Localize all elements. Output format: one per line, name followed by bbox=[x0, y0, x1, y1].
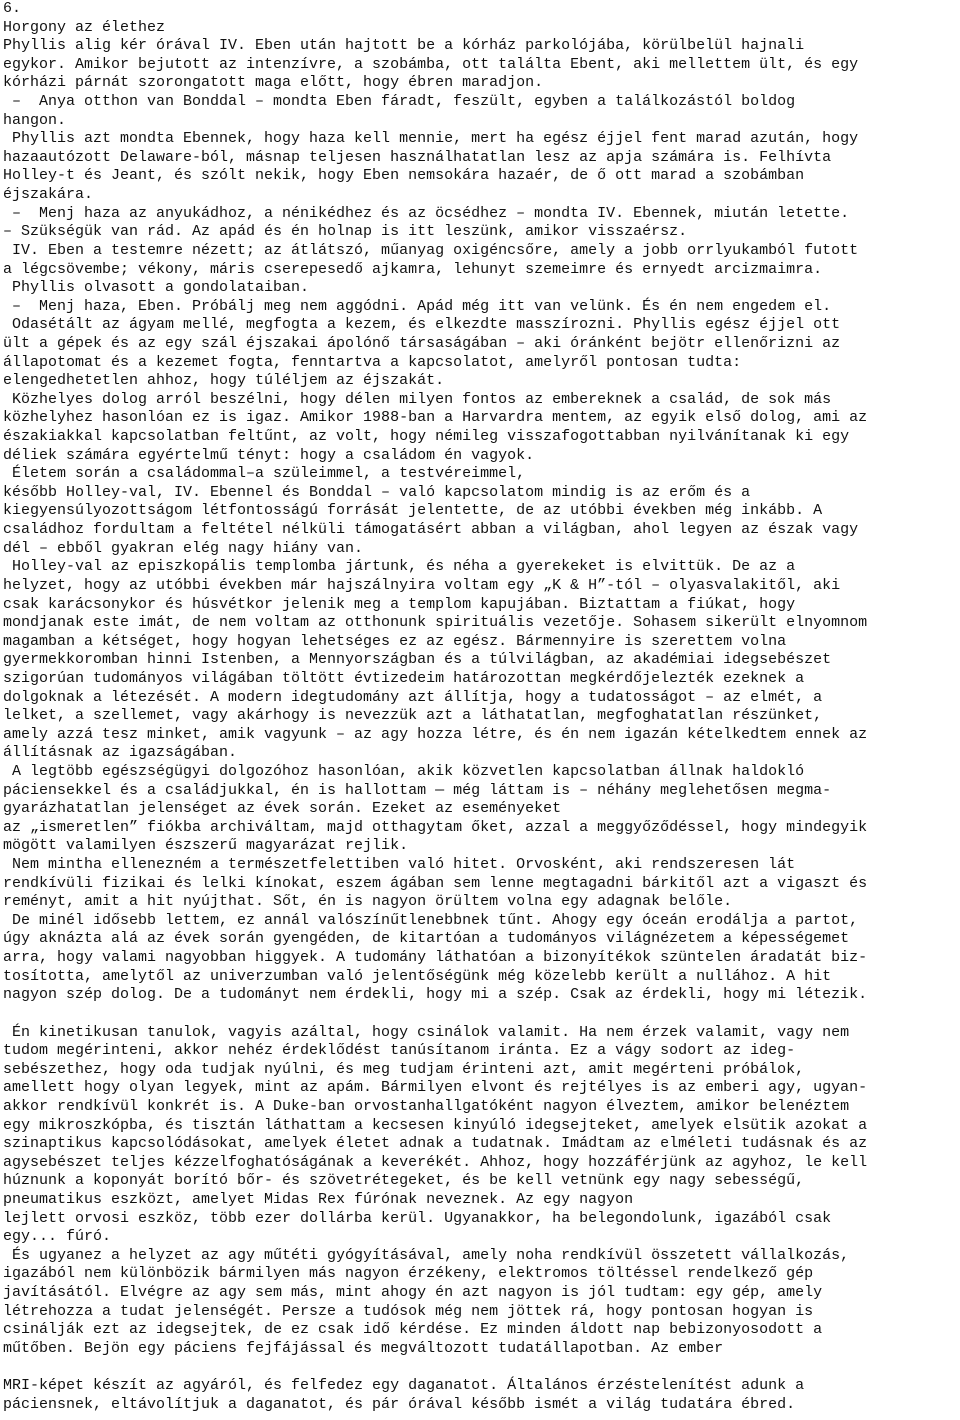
text-line: kórházi párnát szorongatott maga előtt, hogy ébren maradjon. bbox=[3, 74, 544, 92]
text-line: szinaptikus kapcsolódásokat, amelyek életet adnak a tudatnak. Imádtam az elméleti tudásnak és az bbox=[3, 1135, 868, 1153]
text-line bbox=[3, 1414, 957, 1420]
text-line: páciensnek, eltávolítjuk a daganatot, és pár órával később ismét a világ tudatára ébred. bbox=[3, 1395, 796, 1413]
text-line: reményt, amit a hit nyújthat. Sőt, én is nagyon örültem volna egy adagnak belőle. bbox=[3, 893, 733, 911]
text-line: lelket, a szellemet, vagy akárhogy is nevezzük azt a láthatatlan, megfoghatatlan részünket, bbox=[3, 707, 823, 725]
text-line: Phyllis olvasott a gondolataiban. bbox=[3, 279, 310, 297]
text-line: – Szükségük van rád. Az apád és én holnap is itt leszünk, amikor visszaérsz. bbox=[3, 223, 688, 241]
text-line: állításnak az igazságában. bbox=[3, 744, 238, 762]
text-line: igazából nem különbözik bármilyen más nagyon érzékeny, elektromos töltéssel rendelkező gép bbox=[3, 1265, 814, 1283]
text-line: egy mikroszkópba, és tisztán láthattam a kecsesen kinyúló idegsejteket, amelyek elsütik azokat a bbox=[3, 1116, 868, 1134]
text-line: Phyllis alig kér órával IV. Eben után hajtott be a kórház parkolójába, körülbelül hajnali bbox=[3, 37, 805, 55]
text-line: Holley-t és Jeant, és szólt nekik, hogy Eben nemsokára hazaér, de ő ott marad a szobámban bbox=[3, 167, 805, 185]
text-line: Életem során a családommal–a szüleimmel, a testvéreimmel, bbox=[3, 465, 526, 483]
text-line: éjszakára. bbox=[3, 186, 94, 204]
text-line: kiegyensúlyozottságom létfontosságú forrását jelentette, de az utóbbi években még inkább. A bbox=[3, 502, 823, 520]
text-line: elengedhetetlen ahhoz, hogy túléljem az éjszakát. bbox=[3, 372, 445, 390]
text-line: agysebészet teljes kézzelfoghatóságának a keverékét. Ahhoz, hogy hozzáférjünk az agyhoz, le kell bbox=[3, 1153, 868, 1171]
text-line: szigorúan tudományos világában töltött évtizedeim határozottan megkérdőjelezték ezeknek a bbox=[3, 669, 805, 687]
text-line: Phyllis azt mondta Ebennek, hogy haza kell mennie, mert ha egész éjjel fent marad azután, hogy bbox=[3, 130, 859, 148]
text-line: – Anya otthon van Bonddal – mondta Eben fáradt, feszült, egyben a találkozástól boldog bbox=[3, 93, 796, 111]
document-page bbox=[3, 0, 957, 1420]
text-line: tudom megérinteni, akkor nehéz érdeklődést tanúsítanom iránta. Ez a vágy sodort az ideg- bbox=[3, 1042, 796, 1060]
text-line: ült a gépek és az egy szál éjszakai ápolónő társaságában – aki óránként bejötr ellenőrizni az bbox=[3, 334, 841, 352]
text-line: közhelyhez hasonlóan ez is igaz. Amikor 1988-ban a Harvardra mentem, az egyik első dolog, ami az bbox=[3, 409, 868, 427]
text-line: állapotomat és a kezemet fogta, fenntartva a kapcsolatot, amelyről pontosan tudta: bbox=[3, 353, 742, 371]
text-line: egykor. Amikor bejutott az intenzívre, a szobámba, ott találta Ebent, aki mellettem ült, és egy bbox=[3, 55, 859, 73]
text-line: A legtöbb egészségügyi dolgozóhoz hasonlóan, akik közvetlen kapcsolatban állnak haldokló bbox=[3, 762, 805, 780]
text-line: Nem mintha ellenezném a természetfelettiben való hitet. Orvosként, aki rendszeresen lát bbox=[3, 856, 796, 874]
text-line: mögött valamilyen észszerű magyarázat rejlik. bbox=[3, 837, 409, 855]
text-line: dél – ebből gyakran elég nagy hiány van. bbox=[3, 539, 364, 557]
text-line: dolgoknak a létezését. A modern idegtudomány azt állítja, hogy a tudatosságot – az elmét, a bbox=[3, 688, 823, 706]
text-line: csak karácsonykor és húsvétkor jelenik meg a templom kapujában. Biztattam a fiúkat, hogy bbox=[3, 595, 796, 613]
blank-line: MRI-képet készít az agyáról, és felfedez egy daganatot. Általános érzéstelenítést adunk a bbox=[3, 1377, 805, 1395]
text-line: a légcsövembe; vékony, máris cserepesedő ajkamra, lehunyt szemeimre és ernyedt arcizmaimra. bbox=[3, 260, 823, 278]
text-line: pneumatikus eszközt, amelyet Midas Rex fúrónak neveznek. Az egy nagyon bbox=[3, 1191, 634, 1208]
text-line: Odasétált az ágyam mellé, megfogta a kezem, és elkezdte masszírozni. Phyllis egész éjjel ott bbox=[3, 316, 841, 334]
text-line: De minél idősebb lettem, ez annál valószínűtlenebbnek tűnt. Ahogy egy óceán erodálja a partot, bbox=[3, 911, 859, 929]
text-line: lejlett orvosi eszköz, több ezer dollárba kerül. Ugyanakkor, ha belegondolunk, igazából csak bbox=[3, 1209, 832, 1227]
text-line: helyzet, hogy az utóbbi években már hajszálnyira voltam egy „K & H”-tól – olyasvalakitől, aki bbox=[3, 576, 841, 594]
text-line: – Menj haza, Eben. Próbálj meg nem aggódni. Apád még itt van velünk. És én nem engedem el. bbox=[3, 297, 832, 315]
text-line: északiakkal kapcsolatban feltűnt, az volt, hogy némileg visszafogottabban nyilvánítanak ki egy bbox=[3, 428, 850, 446]
text-line: később Holley-val, IV. Ebennel és Bonddal – való kapcsolatom mindig is az erőm és a bbox=[3, 483, 751, 501]
text-line: sebészethez, hogy oda tudjak nyúlni, és meg tudjam érinteni azt, amit megérteni próbálok, bbox=[3, 1060, 805, 1078]
page-number: 6. bbox=[3, 0, 22, 17]
text-line: rendkívüli fizikai és lelki kínokat, eszem ágában sem lenne megtagadni bárkitől azt a vigaszt és bbox=[3, 874, 868, 892]
blank-line bbox=[3, 1005, 957, 1024]
text-line: hazaautózott Delaware-ból, másnap teljesen használhatatlan lesz az apja számára is. Felhívta bbox=[3, 148, 832, 166]
text-line: műtőben. Bejön egy páciens fejfájással és megváltozott tudatállapotban. Az ember bbox=[3, 1339, 724, 1357]
text-line: az „ismeretlen” fiókba archiváltam, majd otthagytam őket, azzal a meggyőződéssel, hogy mindegyik bbox=[3, 818, 868, 836]
text-line: tosította, amelytől az univerzumban való jelentőségünk még közelebb került a nullához. A hit bbox=[3, 967, 832, 985]
text-line: amellett hogy olyan legyek, mint az apám. Bármilyen elvont és rejtélyes is az emberi agy, ugyan- bbox=[3, 1079, 868, 1097]
text-line: javításától. Elvégre az agy sem más, mint ahogy én azt nagyon is jól tudtam: egy gép, amely bbox=[3, 1284, 823, 1302]
text-line: akkor rendkívül konkrét is. A Duke-ban orvostanhallgatóként nagyon élveztem, amikor belenéztem bbox=[3, 1097, 850, 1115]
text-line: páciensekkel és a családjukkal, én is hallottam — még láttam is – néhány meglehetősen megma- bbox=[3, 781, 832, 799]
text-line: Holley-val az episzkopális templomba jártunk, és néha a gyerekeket is elvittük. De az a bbox=[3, 558, 796, 576]
text-line: családhoz fordultam a feltétel nélküli támogatásért abban a világban, ahol legyen az észak vagy bbox=[3, 521, 859, 539]
text-line: létrehozza a tudat jelenségét. Persze a tudósok még nem jöttek rá, hogy pontosan hogyan is bbox=[3, 1302, 814, 1320]
text-line: IV. Eben a testemre nézett; az átlátszó, műanyag oxigéncsőre, amely a jobb orrlyukamból futott bbox=[3, 241, 859, 259]
text-line: És ugyanez a helyzet az agy műtéti gyógyításával, amely noha rendkívül összetett vállalkozás, bbox=[3, 1246, 850, 1264]
text-line: csinálják ezt az idegsejtek, de ez csak idő kérdése. Ez minden áldott nap bebizonyosodott a bbox=[3, 1321, 823, 1339]
text-line: arra, hogy valami nagyobban higgyek. A tudomány láthatóan a bizonyítékok szüntelen áradatát biz- bbox=[3, 949, 868, 967]
text-line: mondjanak este imát, de nem voltam az otthonunk spirituális vezetője. Sohasem sikerült elnyomnom bbox=[3, 614, 868, 632]
text-line: hangon. bbox=[3, 111, 67, 129]
text-line: magamban a kétséget, hogy hogyan lehetséges ez az egész. Bármennyire is szerettem volna bbox=[3, 632, 787, 650]
text-line bbox=[3, 1358, 957, 1377]
text-line: egy... fúró. bbox=[3, 1228, 112, 1246]
text-line: úgy aknázta alá az évek során gyengéden, de kitartóan a tudományos világnézetem a képességemet bbox=[3, 930, 850, 948]
text-line: Én kinetikusan tanulok, vagyis azáltal, hogy csinálok valamit. Ha nem érzek valamit, vagy nem bbox=[3, 1023, 850, 1041]
text-line: déliek számára egyértelmű tényt: hogy a családom én vagyok. bbox=[3, 446, 535, 464]
text-line: gyermekkoromban hinni Istenben, a Mennyországban és a túlvilágban, az akadémiai idegsebészet bbox=[3, 651, 832, 669]
text-line: húznunk a koponyát borító bőr- és szövetrétegeket, és be kell vetnünk egy nagy sebességű, bbox=[3, 1172, 805, 1190]
text-line: – Menj haza az anyukádhoz, a nénikédhez és az öcsédhez – mondta IV. Ebennek, miután letette. bbox=[3, 204, 850, 222]
text-line: gyarázhatatlan jelenséget az évek során. Ezeket az eseményeket bbox=[3, 800, 562, 818]
text-line: amely azzá tesz minket, amik vagyunk – az agy hozza létre, és én nem igazán kételkedtem ennek az bbox=[3, 725, 868, 743]
text-line: Közhelyes dolog arról beszélni, hogy délen milyen fontos az embereknek a család, de sok más bbox=[3, 390, 832, 408]
text-line: nagyon szép dolog. De a tudományt nem érdekli, hogy mi a szép. Csak az érdekli, hogy mi létezik. bbox=[3, 986, 868, 1004]
chapter-title: Horgony az élethez bbox=[3, 18, 166, 36]
